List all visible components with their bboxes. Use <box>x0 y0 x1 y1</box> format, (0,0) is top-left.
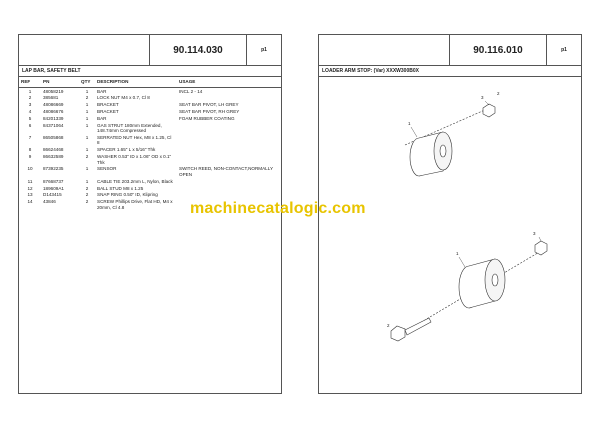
cell-qty: 1 <box>85 102 89 108</box>
table-row <box>19 185 281 192</box>
cell-ref: 9 <box>28 154 32 160</box>
cell-usage: SEAT BAR PIVOT, RH GREY <box>179 108 240 114</box>
page-header <box>19 35 281 66</box>
cell-pn: 87668737 <box>43 178 64 184</box>
cell-pn: 43846 <box>43 199 56 205</box>
table-row <box>19 192 281 199</box>
cell-usage: FOAM RUBBER COATING <box>179 115 235 121</box>
cell-usage <box>177 95 281 102</box>
spacer-bore <box>492 274 498 286</box>
cell-desc: LOCK NUT M4 x 0.7, Cl 8 <box>97 95 150 101</box>
callout-3: 3 <box>481 95 484 100</box>
callout-leader <box>539 237 541 241</box>
cell-ref: 4 <box>28 108 32 114</box>
cell-qty: 2 <box>85 185 89 191</box>
cell-pn: 86624468 <box>43 147 64 153</box>
cell-qty: 2 <box>85 192 89 198</box>
lower-assembly <box>391 237 547 341</box>
nut-part <box>483 104 495 117</box>
cell-qty: 2 <box>85 154 89 160</box>
page-header <box>319 35 581 66</box>
cell-desc: BRACKET <box>97 108 119 114</box>
callout-2: 2 <box>497 91 500 96</box>
cell-desc: BAR <box>97 88 107 94</box>
cell-usage <box>177 122 281 134</box>
cell-usage <box>177 134 281 146</box>
callout-leader <box>459 257 465 267</box>
table-row <box>19 153 281 165</box>
callout-1: 1 <box>456 251 459 256</box>
col-qty: QTY <box>79 77 95 88</box>
cell-qty: 1 <box>85 108 89 114</box>
bolt-shank <box>405 318 431 335</box>
cell-pn: 84371064 <box>43 122 64 128</box>
cell-usage <box>177 153 281 165</box>
cell-pn: 189609A1 <box>43 185 64 191</box>
cell-usage <box>177 178 281 185</box>
table-header-row <box>19 77 281 88</box>
cell-desc: SCREW Phillips Drive, Flat HD, M4 x 20mm, Cl 4.8 <box>97 199 173 210</box>
cell-ref: 10 <box>27 166 33 172</box>
nut-part <box>535 241 547 255</box>
cell-ref: 12 <box>27 185 33 191</box>
callout-3: 3 <box>533 231 536 236</box>
section-title: LAP BAR, SAFETY BELT <box>19 66 281 77</box>
col-pn: PN <box>41 77 79 88</box>
cell-desc: SNAP RING 0.50" ID, Klipring <box>97 192 158 198</box>
col-ref: REF <box>19 77 41 88</box>
cell-desc: GAS STRUT 180mm Extended, 148.74mm Compressed <box>97 122 162 134</box>
cell-pn: 86632589 <box>43 154 64 160</box>
exploded-parts-diagram <box>319 75 581 375</box>
cell-pn: 48058219 <box>43 88 64 94</box>
table-row <box>19 178 281 185</box>
cell-desc: SPACER 1.65" L x 5/16" Thk <box>97 147 156 153</box>
bolt-head <box>391 326 405 341</box>
table-row <box>19 108 281 115</box>
table-row <box>19 102 281 109</box>
table-row <box>19 147 281 154</box>
cell-usage <box>177 192 281 199</box>
watermark-text: machinecatalogic.com <box>190 200 366 217</box>
cell-desc: WASHER 0.53" ID x 1.06" OD x 0.1" Thk <box>97 154 172 165</box>
cell-ref: 3 <box>28 102 32 108</box>
section-title: LOADER ARM STOP: (Var) XXXW300B0X <box>319 66 581 77</box>
section-code: 90.114.030 <box>149 35 247 65</box>
callout-leader <box>485 101 489 105</box>
table-row <box>19 166 281 178</box>
cell-qty: 1 <box>85 134 89 140</box>
cell-ref: 11 <box>27 178 33 184</box>
cell-usage: SEAT BAR PIVOT, LH GREY <box>179 102 239 108</box>
cell-pn: 84201339 <box>43 115 64 121</box>
cell-usage <box>177 147 281 154</box>
spacer-bore <box>440 145 446 157</box>
table-row <box>19 88 281 95</box>
page-number: p1 <box>561 47 567 53</box>
parts-table <box>19 77 281 211</box>
cell-qty: 1 <box>85 115 89 121</box>
cell-qty: 1 <box>85 122 89 128</box>
table-row <box>19 95 281 102</box>
table-row <box>19 134 281 146</box>
cell-qty: 2 <box>85 95 89 101</box>
callout-1: 1 <box>408 121 411 126</box>
cell-ref: 5 <box>28 115 32 121</box>
col-usage: USAGE <box>177 77 281 88</box>
cell-qty: 1 <box>85 166 89 172</box>
cell-usage: SWITCH REED, NON-CONTACT,NORMALLY OPEN <box>179 166 273 177</box>
cell-desc: BALL STUD M8 x 1.25 <box>97 185 144 191</box>
cell-usage: INCL 2 - 14 <box>179 88 203 94</box>
cell-pn: 48086669 <box>43 102 64 108</box>
section-code: 90.116.010 <box>449 35 547 65</box>
cell-desc: SENSOR <box>97 166 117 172</box>
cell-pn: 385681 <box>43 95 59 101</box>
cell-ref: 8 <box>28 147 32 153</box>
cell-usage <box>177 185 281 192</box>
cell-desc: CABLE TIE 203.2mm L, Nylon, Black <box>97 178 173 184</box>
cell-ref: 6 <box>28 122 32 128</box>
cell-ref: 2 <box>28 95 32 101</box>
cell-ref: 14 <box>27 199 33 205</box>
cell-desc: SERRATED NUT Hex, M8 x 1.25, Cl 8 <box>97 134 172 146</box>
cell-pn: 86505868 <box>43 134 64 140</box>
cell-pn: 48086676 <box>43 108 64 114</box>
col-description: DESCRIPTION <box>95 77 177 88</box>
cell-pn: 87392235 <box>43 166 64 172</box>
callout-2: 2 <box>387 323 390 328</box>
cell-qty: 1 <box>85 178 89 184</box>
cell-qty: 1 <box>85 88 89 94</box>
table-row <box>19 115 281 122</box>
cell-desc: BAR <box>97 115 107 121</box>
cell-desc: BRACKET <box>97 102 119 108</box>
cell-ref: 13 <box>27 192 33 198</box>
cell-pn: D143415 <box>43 192 62 198</box>
cell-ref: 1 <box>28 88 32 94</box>
upper-assembly <box>405 101 495 176</box>
cell-ref: 7 <box>28 134 32 140</box>
callout-leader <box>411 127 417 137</box>
table-row <box>19 122 281 134</box>
cell-qty: 2 <box>85 199 89 205</box>
cell-qty: 1 <box>85 147 89 153</box>
page-number: p1 <box>261 47 267 53</box>
